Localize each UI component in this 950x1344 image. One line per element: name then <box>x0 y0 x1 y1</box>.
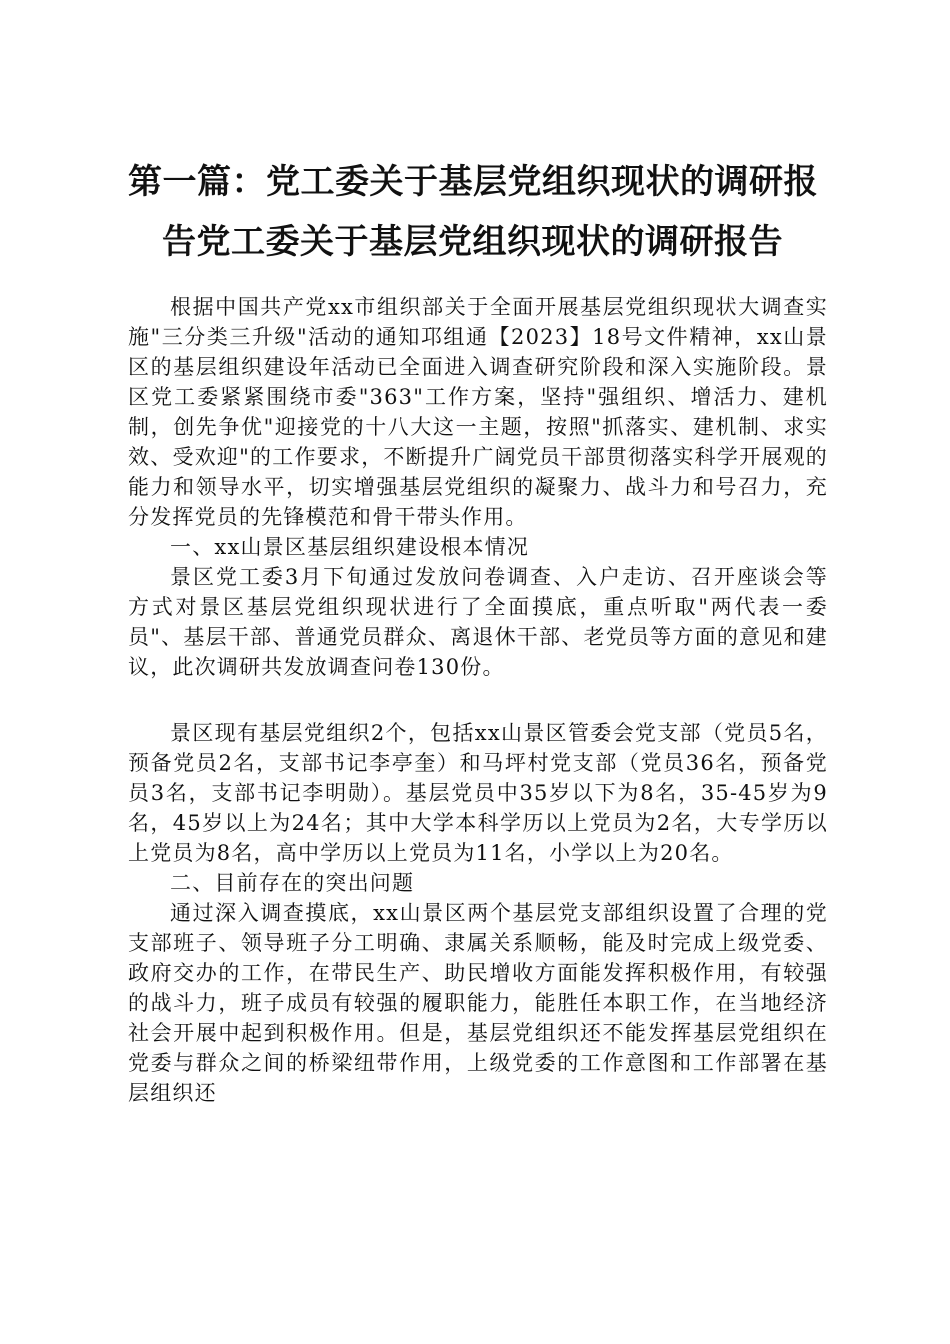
intro-paragraph: 根据中国共产党xx市组织部关于全面开展基层党组织现状大调查实施"三分类三升级"活动的通知邛组通【2023】18号文件精神，xx山景区的基层组织建设年活动已全面进入调查研究阶段和深入实施阶段。景区党工委紧紧围绕市委"363"工作方案，坚持"强组织、增活力、建机制，创先争优"迎接党的十八大这一主题，按照"抓落实、建机制、求实效、受欢迎"的工作要求，不断提升广阔党员干部贯彻落实科学开展观的能力和领导水平，切实增强基层党组织的凝聚力、战斗力和号召力，充分发挥党员的先锋模范和骨干带头作用。 <box>128 295 828 529</box>
section-1-paragraph-2: 景区现有基层党组织2个，包括xx山景区管委会党支部（党员5名，预备党员2名，支部书记李亭奎）和马坪村党支部（党员36名，预备党员3名，支部书记李明勋）。基层党员中35岁以下为8名，35-45岁为9名，45岁以上为24名；其中大学本科学历以上党员为2名，大专学历以上党员为8名，高中学历以上党员为11名，小学以上为20名。 <box>128 721 828 865</box>
document-title-line-1: 第一篇：党工委关于基层党组织现状的调研报 <box>128 162 818 202</box>
document-title-line-2: 告党工委关于基层党组织现状的调研报告 <box>162 222 783 262</box>
section-1-heading: 一、xx山景区基层组织建设根本情况 <box>170 535 530 559</box>
paragraph-gap <box>128 682 828 718</box>
section-2-heading: 二、目前存在的突出问题 <box>170 871 415 895</box>
document-body <box>128 292 828 1108</box>
section-2-paragraph-1: 通过深入调查摸底，xx山景区两个基层党支部组织设置了合理的党支部班子、领导班子分工明确、隶属关系顺畅，能及时完成上级党委、政府交办的工作，在带民生产、助民增收方面能发挥积极作用，有较强的战斗力，班子成员有较强的履职能力，能胜任本职工作，在当地经济社会开展中起到积极作用。但是，基层党组织还不能发挥基层党组织在党委与群众之间的桥梁纽带作用，上级党委的工作意图和工作部署在基层组织还 <box>128 901 828 1105</box>
section-1-paragraph-1: 景区党工委3月下旬通过发放问卷调查、入户走访、召开座谈会等方式对景区基层党组织现状进行了全面摸底，重点听取"两代表一委员"、基层干部、普通党员群众、离退休干部、老党员等方面的意见和建议，此次调研共发放调查问卷130份。 <box>128 565 828 679</box>
